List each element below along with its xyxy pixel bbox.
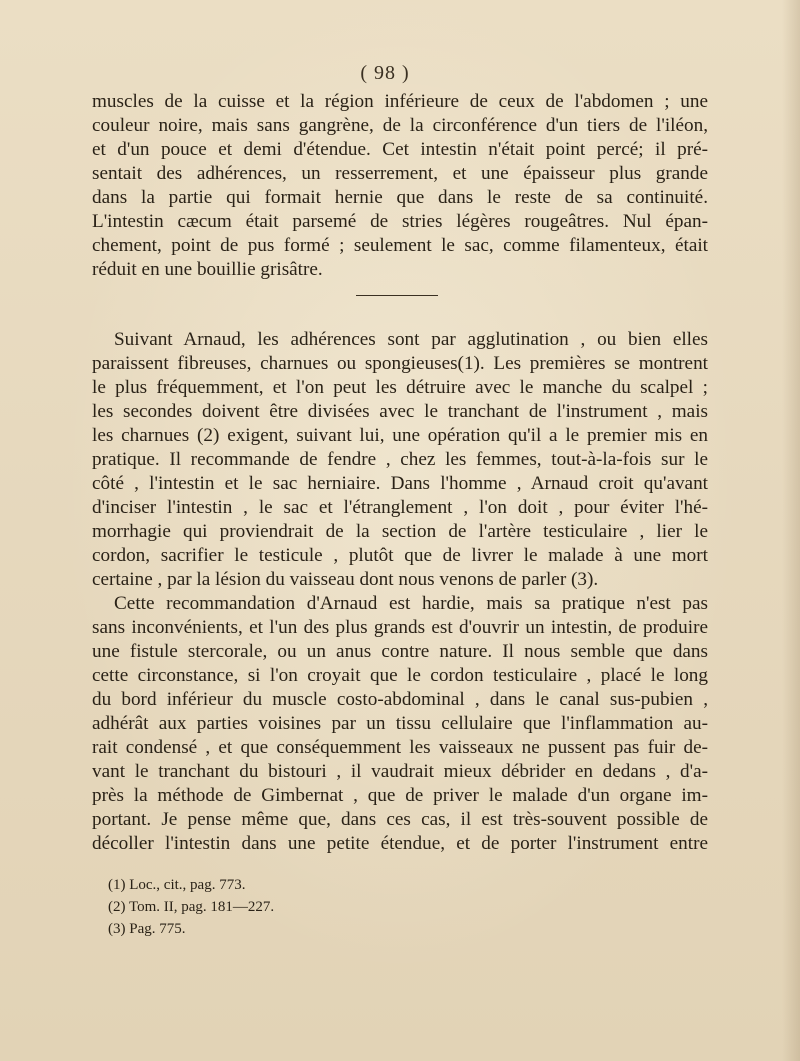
text-line: réduit en une bouillie grisâtre. xyxy=(92,259,323,280)
text-line: pratique. Il recommande de fendre , chez les femmes, tout-à-la-fois sur le xyxy=(92,449,708,470)
text-line: et d'un pouce et demi d'étendue. Cet intestin n'était point percé; il pré- xyxy=(92,139,708,160)
text-line: d'inciser l'intestin , le sac et l'étranglement , l'on doit , pour éviter l'hé- xyxy=(92,497,708,518)
text-line: morrhagie qui proviendrait de la section de l'artère testiculaire , lier le xyxy=(92,521,708,542)
page-number: ( 98 ) xyxy=(360,62,410,84)
text-line: du bord inférieur du muscle costo-abdominal , dans le canal sus-pubien , xyxy=(92,689,708,710)
text-line: L'intestin cæcum était parsemé de stries légères rougeâtres. Nul épan- xyxy=(92,211,708,232)
text-line: décoller l'intestin dans une petite étendue, et de porter l'instrument entre xyxy=(92,833,708,854)
text-line: sans inconvénients, et l'un des plus grands est d'ouvrir un intestin, de produire xyxy=(92,617,708,638)
text-line: sentait des adhérences, un resserrement, et une épaisseur plus grande xyxy=(92,163,708,184)
text-line: vant le tranchant du bistouri , il vaudrait mieux débrider en dedans , d'a- xyxy=(92,761,708,782)
footnote: (2) Tom. II, pag. 181—227. xyxy=(108,899,275,915)
text-line: Suivant Arnaud, les adhérences sont par agglutination , ou bien elles xyxy=(114,329,708,350)
text-line: adhérât aux parties voisines par un tissu cellulaire que l'inflammation au- xyxy=(92,713,708,734)
page-gutter-shadow xyxy=(782,0,800,1061)
text-line: les charnues (2) exigent, suivant lui, une opération qu'il a le premier mis en xyxy=(92,425,708,446)
section-separator-rule xyxy=(356,295,438,296)
text-line: cordon, sacrifier le testicule , plutôt que de livrer le malade à une mort xyxy=(92,545,708,566)
text-line: dans la partie qui formait hernie que dans le reste de sa continuité. xyxy=(92,187,708,208)
text-line: près la méthode de Gimbernat , que de priver le malade d'un organe im- xyxy=(92,785,708,806)
text-line: le plus fréquemment, et l'on peut les détruire avec le manche du scalpel ; xyxy=(92,377,708,398)
text-line: les secondes doivent être divisées avec le tranchant de l'instrument , mais xyxy=(92,401,708,422)
text-line: couleur noire, mais sans gangrène, de la circonférence d'un tiers de l'iléon, xyxy=(92,115,708,136)
text-line: cette circonstance, si l'on croyait que le cordon testiculaire , placé le long xyxy=(92,665,708,686)
paragraph-2 xyxy=(92,328,708,856)
footnote: (1) Loc., cit., pag. 773. xyxy=(108,877,246,893)
paragraph-1 xyxy=(92,90,708,282)
footnote: (3) Pag. 775. xyxy=(108,921,186,937)
text-line: certaine , par la lésion du vaisseau dont nous venons de parler (3). xyxy=(92,569,599,590)
text-line: rait condensé , et que conséquemment les vaisseaux ne pussent pas fuir de- xyxy=(92,737,708,758)
footnotes xyxy=(108,874,608,940)
text-line: Cette recommandation d'Arnaud est hardie, mais sa pratique n'est pas xyxy=(114,593,708,614)
text-line: une fistule stercorale, ou un anus contre nature. Il nous semble que dans xyxy=(92,641,708,662)
text-line: portant. Je pense même que, dans ces cas, il est très-souvent possible de xyxy=(92,809,708,830)
text-line: chement, point de pus formé ; seulement le sac, comme filamenteux, était xyxy=(92,235,708,256)
text-line: côté , l'intestin et le sac herniaire. Dans l'homme , Arnaud croit qu'avant xyxy=(92,473,708,494)
text-line: muscles de la cuisse et la région inférieure de ceux de l'abdomen ; une xyxy=(92,91,708,112)
text-line: paraissent fibreuses, charnues ou spongieuses(1). Les premières se montrent xyxy=(92,353,708,374)
